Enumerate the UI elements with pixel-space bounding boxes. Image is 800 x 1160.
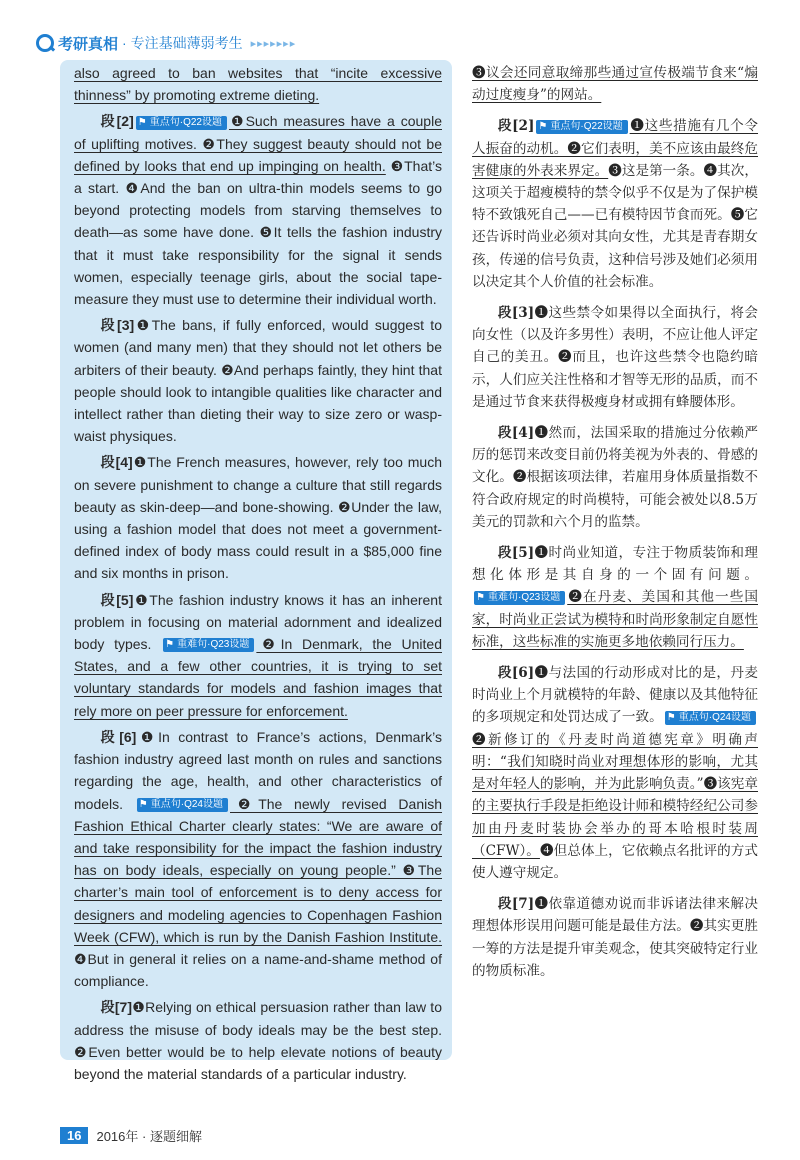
paragraph-label: 段[4] [497, 425, 535, 442]
paragraph-label: 段[4] [100, 454, 133, 471]
chinese-paragraph-7: 段[7]❶依靠道德劝说而非诉诸法律来解决理想体形误用问题可能是最佳方法。❷其实更胜一筹的方法是提升审美观念，使其突破特定行业的物质标准。 [472, 896, 759, 979]
chinese-column [472, 62, 758, 991]
header-tagline: · 专注基础薄弱考生 [122, 35, 243, 51]
underlined-sentence: ❶这些措施有几个令人振奋的动机。❷它们表明，美不应该由最终危害健康的外表来界定。 [472, 118, 759, 179]
chinese-paragraph-4: 段[4]❶然而，法国采取的措施过分依赖严厉的惩罚来改变目前仍将美视为外表的、骨感的文化。❷根据该项法律，若雇用身体质量指数不符合政府规定的时尚模特，可能会被处以8.5万美元的罚款和六个月的监禁。 [472, 425, 759, 530]
underlined-sentence: ❶Such measures have a couple of uplifting motives. ❷They suggest beauty should not be defined by looks that end up impinging on health. [74, 113, 442, 174]
underlined-sentence: ❷The newly revised Danish Fashion Ethical Charter clearly states: “We are aware of and take responsibility for the impact the fashion industry has on body ideals, especially on young people.” ❸The charter’s main tool of enforcement is to deny access for designers and modeling agencies to Copenhagen Fashion Week (CFW), which is run by the Danish Fashion Institute. [74, 795, 443, 945]
page-footer [60, 1126, 202, 1145]
chinese-paragraph-6: 段[6]❶与法国的行动形成对比的是，丹麦时尚业上个月就模特的年龄、健康以及其他特征的多项规定和处罚达成了一致。⚑ 重点句·Q24设题❷新修订的《丹麦时尚道德宪章》明确声明：“我们知晓时尚业对理想体形的影响，尤其是对年轻人的影响，并为此影响负责。”❸该宪章的主要执行手段是拒绝设计师和模特经纪公司参加由丹麦时装协会举办的哥本哈根时装周（CFW）。❹但总体上，它依赖点名批评的方式使人遵守规定。 [472, 662, 758, 884]
header-arrows-icon: ▸▸▸▸▸▸▸ [250, 37, 297, 50]
english-column [74, 62, 442, 1089]
chinese-paragraph-5: 段[5]❶时尚业知道，专注于物质装饰和理想化体形是其自身的一个固有问题。⚑ 重难句·Q23设题 ❷在丹麦、美国和其他一些国家，时尚业正尝试为模特和时尚形象制定自愿性标准，这些标准的实施更多地依赖同行压力。 [472, 542, 758, 653]
english-paragraph-5: 段[5]❶The fashion industry knows it has an inherent problem in focusing on material adornment and idealized body types. ⚑ 重难句·Q23设题 ❷In Denmark, the United States, and a few other countries, it is trying to set voluntary standards for models and fashion images that rely more on peer pressure for enforcement. [74, 589, 442, 722]
chinese-intro: ❸议会还同意取缔那些通过宣传极端节食来“煽动过度瘦身”的网站。 [472, 65, 758, 104]
english-intro: also agreed to ban websites that “incite excessive thinness” by promoting extreme dieting. [74, 65, 442, 104]
page-number: 16 [60, 1127, 88, 1144]
paragraph-label: 段[2] [100, 113, 134, 130]
paragraph-label: 段[2] [497, 118, 535, 135]
key-sentence-tag: ⚑ 重点句·Q24设题 [137, 798, 228, 812]
english-paragraph-7: 段[7]❶Relying on ethical persuasion rather than law to address the misuse of body ideals may be the best step. ❷Even better would be to help elevate notions of beauty beyond the material standards of a particular industry. [74, 999, 442, 1082]
underlined-sentence: ❷In Denmark, the United States, and a few other countries, it is trying to set voluntary standards for models and fashion images that rely more on peer pressure for enforcement. [74, 636, 442, 719]
difficult-sentence-tag: ⚑ 重难句·Q23设题 [474, 591, 565, 605]
key-sentence-tag: ⚑ 重点句·Q22设题 [136, 116, 227, 130]
paragraph-label: 段[3] [100, 317, 135, 334]
paragraph-label: 段[6] [100, 728, 137, 745]
difficult-sentence-tag: ⚑ 重难句·Q23设题 [163, 638, 254, 652]
paragraph-label: 段[3] [497, 305, 535, 322]
underlined-sentence: ❷在丹麦、美国和其他一些国家，时尚业正尝试为模特和时尚形象制定自愿性标准，这些标准的实施更多地依赖同行压力。 [472, 589, 758, 650]
chinese-paragraph-2: 段[2]⚑ 重点句·Q22设题 ❶这些措施有几个令人振奋的动机。❷它们表明，美不应该由最终危害健康的外表来界定。❸这是第一条。❹其次，这项关于超瘦模特的禁令似乎不仅是为了保护模特不致饿死自己——已有模特因节食而死。❺它还告诉时尚业必须对其向女性，尤其是青春期女孩，传递的信号负责，这种信号涉及她们必须用以决定其个人价值的社会标准。 [472, 115, 758, 293]
english-paragraph-4: 段[4]❶The French measures, however, rely too much on severe punishment to change a culture that still regards beauty as skin-deep—and bone-showing. ❷Under the law, using a fashion model that does not meet a government-defined index of body mass could result in a $85,000 fine and six months in prison. [74, 454, 442, 582]
search-logo-icon [36, 34, 54, 52]
key-sentence-tag: ⚑ 重点句·Q22设题 [536, 120, 627, 134]
paragraph-label: 段[6] [497, 665, 535, 682]
paragraph-label: 段[5] [497, 545, 535, 562]
paragraph-label: 段[5] [100, 591, 134, 608]
key-sentence-tag: ⚑ 重点句·Q24设题 [665, 711, 756, 725]
page-header [36, 32, 296, 54]
header-brand: 考研真相 [58, 35, 119, 53]
english-paragraph-6: 段[6]❶In contrast to France’s actions, Denmark’s fashion industry agreed last month on rules and sanctions regarding the age, health, and other characteristics of models. ⚑ 重点句·Q24设题 ❷The newly revised Danish Fashion Ethical Charter clearly states: “We are aware of and take responsibility for the impact the fashion industry has on body ideals, especially on young people.” ❸The charter’s main tool of enforcement is to deny access for designers and modeling agencies to Copenhagen Fashion Week (CFW), which is run by the Danish Fashion Institute. ❹But in general it relies on a name-and-shame method of compliance. [74, 726, 442, 992]
underlined-sentence: ❷新修订的《丹麦时尚道德宪章》明确声明：“我们知晓时尚业对理想体形的影响，尤其是对年轻人的影响，并为此影响负责。”❸该宪章的主要执行手段是拒绝设计师和模特经纪公司参加由丹麦时装协会举办的哥本哈根时装周（CFW）。 [472, 731, 758, 859]
english-paragraph-2: 段[2]⚑ 重点句·Q22设题 ❶Such measures have a couple of uplifting motives. ❷They suggest beauty should not be defined by looks that end up impinging on health. ❸That’s a start. ❹And the ban on ultra-thin models seems to go beyond protecting models from starving themselves to death—as some have done. ❺It tells the fashion industry that it must take responsibility for the signal it sends women, especially teenage girls, about the social tape-measure they must use to determine their individual worth. [74, 110, 442, 310]
paragraph-label: 段[7] [497, 896, 535, 913]
english-paragraph-3: 段[3]❶The bans, if fully enforced, would suggest to women (and many men) that they should not let others be arbiters of their beauty. ❷And perhaps faintly, they hint that people should look to intangible qualities like character and intellect rather than dieting their way to size zero or wasp-waist physiques. [74, 317, 442, 445]
chinese-paragraph-3: 段[3]❶这些禁令如果得以全面执行，将会向女性（以及许多男性）表明，不应让他人评定自己的美丑。❷而且，也许这些禁令也隐约暗示，人们应关注性格和才智等无形的品质，而不是通过节食来获得极瘦身材或拥有蜂腰体形。 [472, 305, 759, 410]
paragraph-label: 段[7] [100, 999, 132, 1016]
book-section: 2016年 · 逐题细解 [96, 1129, 202, 1144]
